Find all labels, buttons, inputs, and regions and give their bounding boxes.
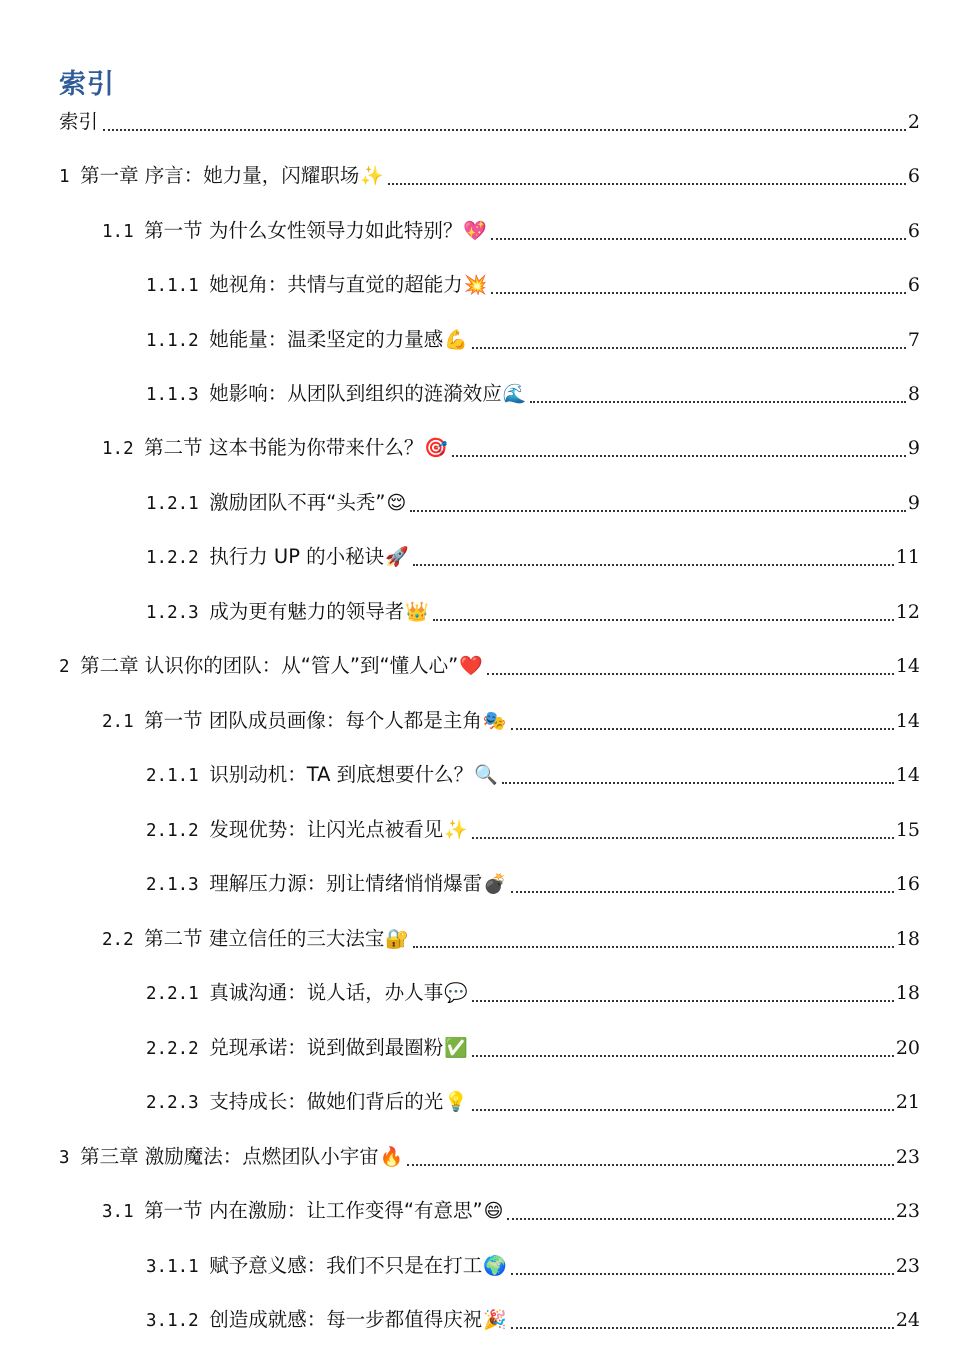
toc-entry-number: 1.2.3	[146, 603, 210, 623]
toc-entry-page: 6	[907, 220, 920, 242]
toc-entry-number: 1.1.1	[146, 276, 210, 296]
toc-entry-number: 1.2.2	[146, 548, 210, 568]
toc-entry-2-2-1[interactable]	[146, 980, 920, 1006]
toc-entry-number: 1.1.3	[146, 385, 210, 405]
toc-entry-page: 16	[895, 873, 920, 895]
toc-entry-2-1[interactable]	[102, 708, 920, 734]
dot-leader	[407, 1164, 893, 1166]
toc-entry-number: 2	[59, 657, 81, 677]
dot-leader	[472, 1109, 894, 1111]
toc-entry-page: 9	[907, 492, 920, 514]
toc-entry-page: 23	[895, 1255, 920, 1277]
toc-entry-title: 第一章 序言：她力量，闪耀职场	[80, 164, 360, 187]
dot-leader	[491, 238, 906, 240]
dot-leader	[530, 401, 906, 403]
dot-leader	[413, 564, 894, 566]
toc-entry-page: 23	[895, 1200, 920, 1222]
toc-entry-page: 14	[895, 710, 920, 732]
toc-entry-number: 2.2	[102, 930, 145, 950]
toc-entry-title: 发现优势：让闪光点被看见	[209, 818, 444, 841]
toc-entry-number: 3.1.1	[146, 1257, 210, 1277]
toc-entry-number: 2.1.1	[146, 766, 210, 786]
dot-leader	[410, 510, 906, 512]
theater-masks-icon: 🎭	[482, 710, 507, 732]
toc-entry-number: 3	[59, 1148, 81, 1168]
red-heart-icon: ❤️	[459, 655, 483, 677]
check-mark-icon: ✅	[444, 1037, 468, 1059]
toc-entry-page: 7	[907, 329, 920, 351]
toc-entry-title: 第一节 内在激励：让工作变得“有意思”	[144, 1199, 483, 1222]
grinning-face-icon: 😄	[483, 1200, 504, 1222]
toc-entry-page: 6	[907, 165, 920, 187]
dot-leader	[413, 946, 894, 948]
toc-entry-page: 14	[895, 764, 920, 786]
dot-leader	[103, 129, 906, 131]
dot-leader	[472, 347, 906, 349]
toc-entry-1-2[interactable]	[102, 435, 920, 461]
toc-entry-number: 2.2.3	[146, 1093, 210, 1113]
crown-icon: 👑	[405, 601, 429, 623]
fire-icon: 🔥	[379, 1146, 404, 1168]
toc-entry-number: 1	[59, 167, 81, 187]
light-bulb-icon: 💡	[444, 1091, 468, 1113]
toc-heading: 索引	[59, 69, 115, 100]
toc-entry-page: 23	[895, 1146, 920, 1168]
toc-entry-title: 索引	[59, 110, 99, 133]
sparkles-icon: ✨	[444, 819, 468, 841]
toc-entry-title: 第一节 为什么女性领导力如此特别？	[144, 219, 463, 242]
toc-entry-page: 8	[907, 383, 920, 405]
dot-leader	[491, 292, 906, 294]
toc-entry-1-2-2[interactable]	[146, 544, 920, 570]
toc-entry-title: 支持成长：做她们背后的光	[209, 1090, 444, 1113]
toc-entry-title: 兑现承诺：说到做到最圈粉	[209, 1036, 444, 1059]
toc-entry-title: 识别动机：TA 到底想要什么？	[209, 763, 474, 786]
dot-leader	[472, 1000, 894, 1002]
toc-entry-number: 2.2.2	[146, 1039, 210, 1059]
toc-entry-page: 14	[895, 655, 920, 677]
toc-entry-3-1-2[interactable]	[146, 1307, 920, 1333]
dot-leader	[452, 455, 906, 457]
toc-entry-3-1[interactable]	[102, 1198, 920, 1224]
sparkling-heart-icon: 💖	[463, 220, 488, 242]
toc-entry-1-2-3[interactable]	[146, 599, 920, 625]
dot-leader	[511, 1273, 894, 1275]
dot-leader	[511, 891, 894, 893]
rocket-icon: 🚀	[385, 546, 409, 568]
dot-leader	[472, 1055, 894, 1057]
toc-entry-title: 第二章 认识你的团队：从“管人”到“懂人心”	[80, 654, 459, 677]
toc-entry-title: 真诚沟通：说人话，办人事	[209, 981, 444, 1004]
collision-icon: 💥	[463, 274, 488, 296]
toc-entry-page: 18	[895, 982, 920, 1004]
dot-leader	[388, 183, 906, 185]
dot-leader	[511, 728, 894, 730]
toc-entry-page: 18	[895, 928, 920, 950]
relieved-face-icon: 😌	[386, 492, 407, 514]
sparkles-icon: ✨	[360, 165, 384, 187]
toc-entry-title: 赋予意义感：我们不只是在打工	[209, 1254, 483, 1277]
toc-entry-number: 1.2.1	[146, 494, 210, 514]
toc-entry-number: 2.1.2	[146, 821, 210, 841]
toc-entry-index[interactable]	[59, 109, 920, 135]
toc-entry-page: 9	[907, 437, 920, 459]
toc-entry-title: 第一节 团队成员画像：每个人都是主角	[144, 709, 482, 732]
toc-entry-1-1-1[interactable]	[146, 272, 920, 298]
speech-bubble-icon: 💬	[444, 982, 468, 1004]
toc-entry-title: 她视角：共情与直觉的超能力	[209, 273, 463, 296]
toc-entry-2-1-2[interactable]	[146, 817, 920, 843]
toc-entry-title: 创造成就感：每一步都值得庆祝	[209, 1308, 483, 1331]
dot-leader	[511, 1327, 894, 1329]
toc-entry-chapter-3[interactable]	[59, 1144, 920, 1170]
wave-icon: 🌊	[502, 383, 527, 405]
lock-with-key-icon: 🔐	[385, 928, 410, 950]
toc-entry-page: 21	[895, 1091, 920, 1113]
toc-entry-number: 2.2.1	[146, 984, 210, 1004]
bomb-icon: 💣	[483, 873, 507, 895]
toc-entry-number: 1.1	[102, 222, 145, 242]
toc-entry-title: 第三章 激励魔法：点燃团队小宇宙	[80, 1145, 379, 1168]
toc-entry-2-1-3[interactable]	[146, 871, 920, 897]
flexed-biceps-icon: 💪	[444, 329, 468, 351]
globe-icon: 🌍	[483, 1255, 507, 1277]
party-popper-icon: 🎉	[483, 1309, 507, 1331]
toc-entry-title: 第二节 这本书能为你带来什么？	[144, 436, 424, 459]
toc-entry-number: 2.1.3	[146, 875, 210, 895]
toc-entry-2-1-1[interactable]	[146, 762, 920, 788]
toc-entry-1-1-2[interactable]	[146, 327, 920, 353]
toc-entry-number: 3.1	[102, 1202, 145, 1222]
toc-entry-number: 2.1	[102, 712, 145, 732]
dot-leader	[507, 1218, 893, 1220]
dot-leader	[433, 619, 894, 621]
toc-entry-1-2-1[interactable]	[146, 490, 920, 516]
toc-entry-2-2-3[interactable]	[146, 1089, 920, 1115]
toc-entry-number: 1.2	[102, 439, 145, 459]
toc-entry-title: 成为更有魅力的领导者	[209, 600, 405, 623]
magnifying-glass-icon: 🔍	[474, 764, 498, 786]
toc-entry-title: 她能量：温柔坚定的力量感	[209, 328, 444, 351]
dot-leader	[502, 782, 894, 784]
toc-entry-chapter-1[interactable]	[59, 163, 920, 189]
dot-leader	[472, 837, 894, 839]
toc-entry-number: 1.1.2	[146, 331, 210, 351]
toc-entry-page: 15	[895, 819, 920, 841]
toc-entry-1-1-3[interactable]	[146, 381, 920, 407]
dot-leader	[487, 673, 894, 675]
toc-entry-page: 12	[895, 601, 920, 623]
toc-entry-title: 理解压力源：别让情绪悄悄爆雷	[209, 872, 483, 895]
toc-entry-page: 2	[907, 111, 920, 133]
target-icon: 🎯	[424, 437, 449, 459]
toc-entry-title: 激励团队不再“头秃”	[209, 491, 386, 514]
toc-entry-title: 第二节 建立信任的三大法宝	[144, 927, 385, 950]
toc-entry-title: 执行力 UP 的小秘诀	[209, 545, 385, 568]
toc-entry-page: 24	[895, 1309, 920, 1331]
toc-entry-page: 11	[895, 546, 920, 568]
toc-entry-2-2-2[interactable]	[146, 1035, 920, 1061]
toc-entry-chapter-2[interactable]	[59, 653, 920, 679]
toc-entry-page: 20	[895, 1037, 920, 1059]
toc-entry-1-1[interactable]	[102, 218, 920, 244]
toc-entry-page: 6	[907, 274, 920, 296]
toc-entry-title: 她影响：从团队到组织的涟漪效应	[209, 382, 502, 405]
toc-entry-3-1-1[interactable]	[146, 1253, 920, 1279]
toc-entry-2-2[interactable]	[102, 926, 920, 952]
toc-entry-number: 3.1.2	[146, 1311, 210, 1331]
